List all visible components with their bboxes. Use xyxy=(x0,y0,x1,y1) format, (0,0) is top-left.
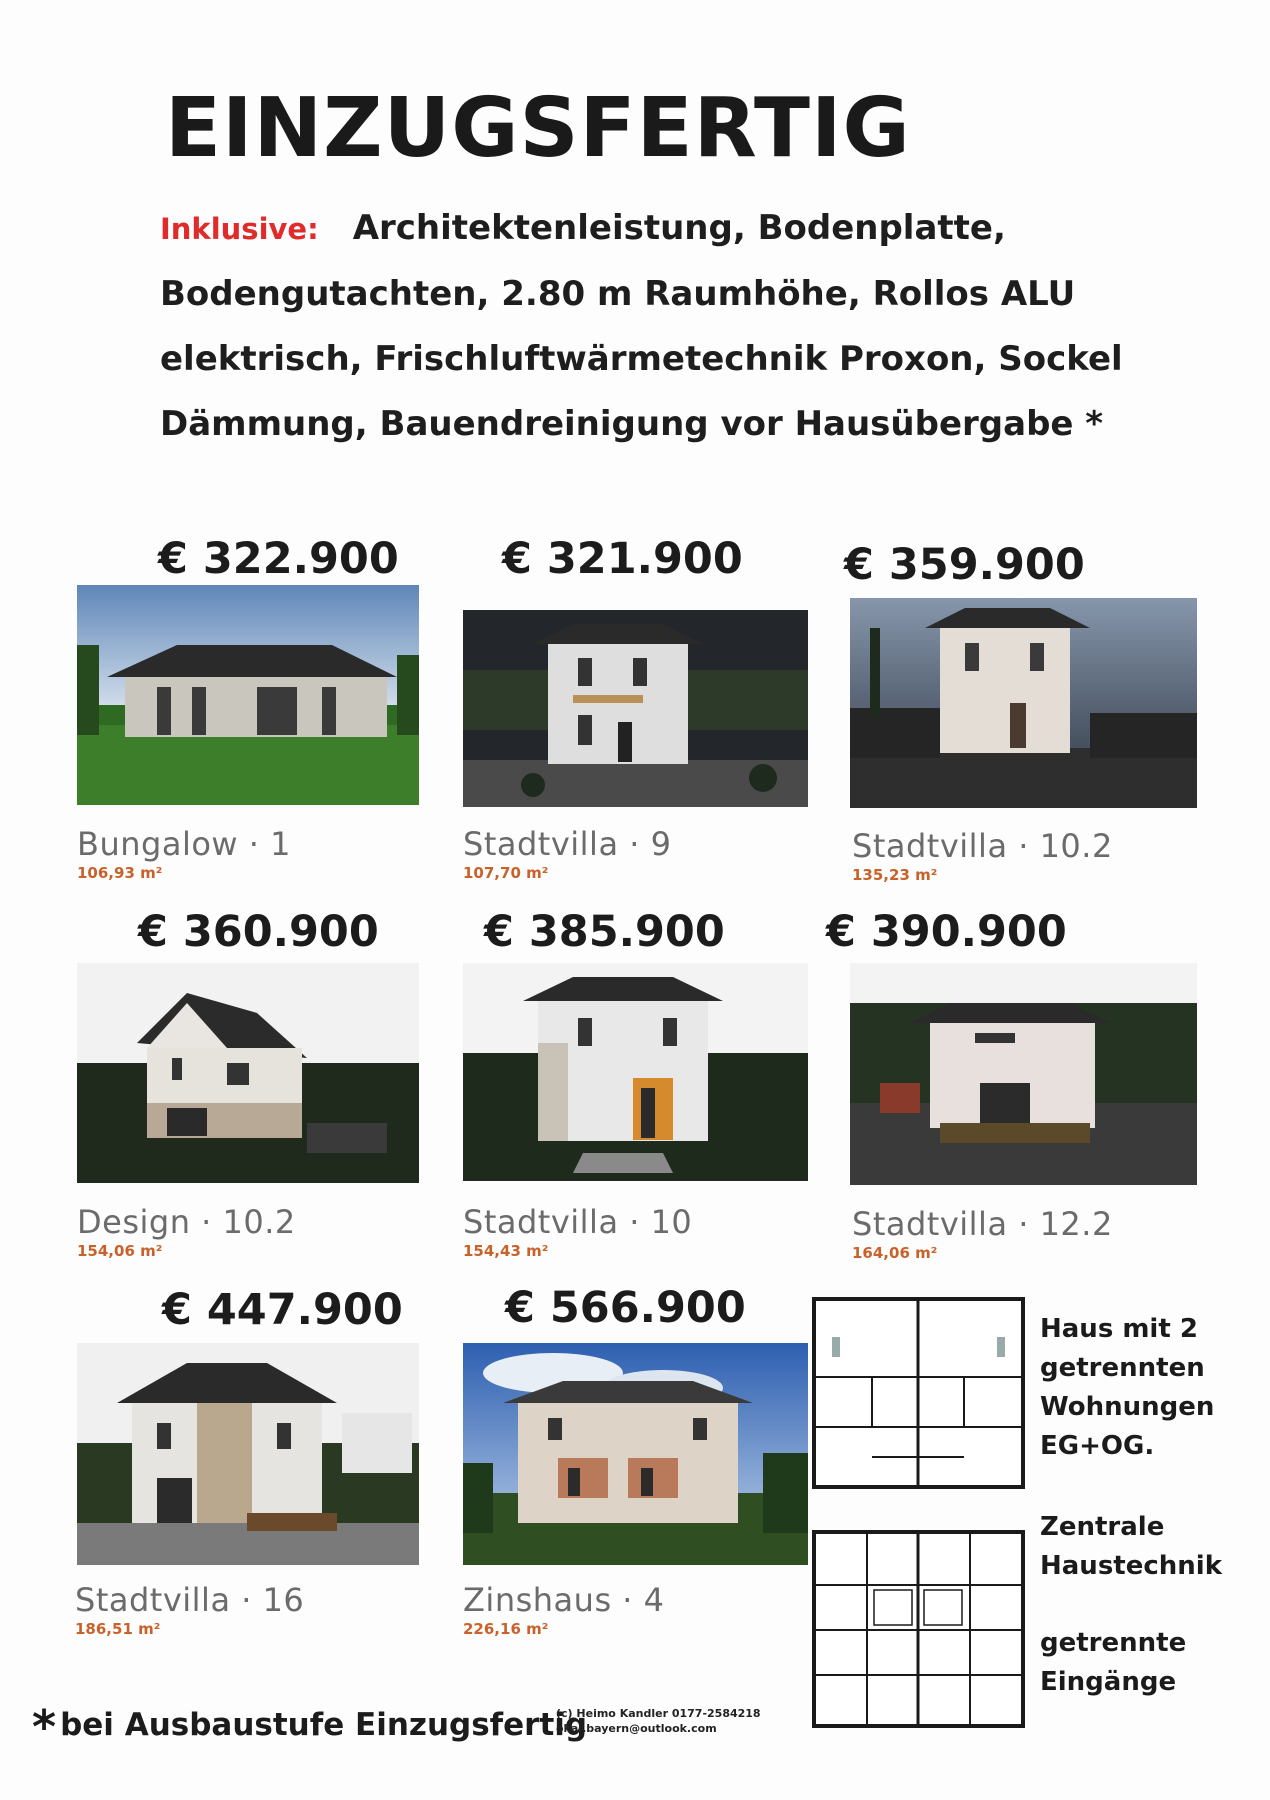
house-7-area: 186,51 m² xyxy=(75,1620,161,1638)
inclusive-line-4: Dämmung, Bauendreinigung vor Hausübergabe * xyxy=(160,404,1104,444)
side-note-line-7: getrennte xyxy=(1040,1628,1187,1658)
side-note-apartments xyxy=(1040,1310,1214,1466)
contact-info xyxy=(556,1706,761,1736)
side-note-line-1: Haus mit 2 xyxy=(1040,1314,1198,1344)
house-3-area: 135,23 m² xyxy=(852,866,938,884)
side-note-line-4: EG+OG. xyxy=(1040,1431,1155,1461)
house-1-area: 106,93 m² xyxy=(77,864,163,882)
house-8-area: 226,16 m² xyxy=(463,1620,549,1638)
house-3-name: Stadtvilla · 10.2 xyxy=(852,827,1113,865)
house-5-price: € 385.900 xyxy=(484,907,725,957)
inclusive-label: Inklusive: xyxy=(160,212,319,246)
house-2-name: Stadtvilla · 9 xyxy=(463,825,672,863)
house-2-photo xyxy=(463,610,808,807)
house-5-name: Stadtvilla · 10 xyxy=(463,1203,693,1241)
house-4-price: € 360.900 xyxy=(138,907,379,957)
side-note-line-8: Eingänge xyxy=(1040,1667,1177,1697)
house-5-area: 154,43 m² xyxy=(463,1242,549,1260)
house-5-photo xyxy=(463,963,808,1181)
side-note-line-3: Wohnungen xyxy=(1040,1392,1215,1422)
house-4-area: 154,06 m² xyxy=(77,1242,163,1260)
floor-plan-ground-floor xyxy=(812,1297,1025,1489)
house-8-name: Zinshaus · 4 xyxy=(463,1581,665,1619)
side-note-line-2: getrennten xyxy=(1040,1353,1205,1383)
footer-note xyxy=(32,1700,587,1754)
inclusive-line-1: Architektenleistung, Bodenplatte, xyxy=(352,208,1006,248)
house-4-name: Design · 10.2 xyxy=(77,1203,296,1241)
house-7-price: € 447.900 xyxy=(162,1285,403,1335)
house-8-photo xyxy=(463,1343,808,1565)
inclusive-line-2: Bodengutachten, 2.80 m Raumhöhe, Rollos ALU xyxy=(160,274,1076,314)
house-6-area: 164,06 m² xyxy=(852,1244,938,1262)
house-1-price: € 322.900 xyxy=(158,534,399,584)
page-title: EINZUGSFERTIG xyxy=(165,81,911,176)
side-note-line-5: Zentrale xyxy=(1040,1512,1165,1542)
inclusive-line-3: elektrisch, Frischluftwärmetechnik Proxon, Sockel xyxy=(160,339,1123,379)
house-6-price: € 390.900 xyxy=(826,907,1067,957)
house-2-area: 107,70 m² xyxy=(463,864,549,882)
house-1-name: Bungalow · 1 xyxy=(77,825,291,863)
footer-star: * xyxy=(32,1700,57,1754)
floor-plan-upper-floor xyxy=(812,1530,1025,1728)
house-4-photo xyxy=(77,963,419,1183)
house-6-name: Stadtvilla · 12.2 xyxy=(852,1205,1113,1243)
side-note-technology xyxy=(1040,1508,1222,1586)
house-7-name: Stadtvilla · 16 xyxy=(75,1581,305,1619)
side-note-line-6: Haustechnik xyxy=(1040,1551,1222,1581)
house-7-photo xyxy=(77,1343,419,1565)
house-1-photo xyxy=(77,585,419,805)
side-note-entrances xyxy=(1040,1624,1186,1702)
inclusive-text xyxy=(160,196,1160,457)
footer-note-text: bei Ausbaustufe Einzugsfertig xyxy=(60,1707,588,1743)
house-3-photo xyxy=(850,598,1197,808)
house-2-price: € 321.900 xyxy=(502,534,743,584)
contact-line-1: (c) Heimo Kandler 0177-2584218 xyxy=(556,1707,761,1720)
house-3-price: € 359.900 xyxy=(844,540,1085,590)
house-6-photo xyxy=(850,963,1197,1185)
house-8-price: € 566.900 xyxy=(505,1283,746,1333)
contact-line-2: okal.bayern@outlook.com xyxy=(556,1722,717,1735)
